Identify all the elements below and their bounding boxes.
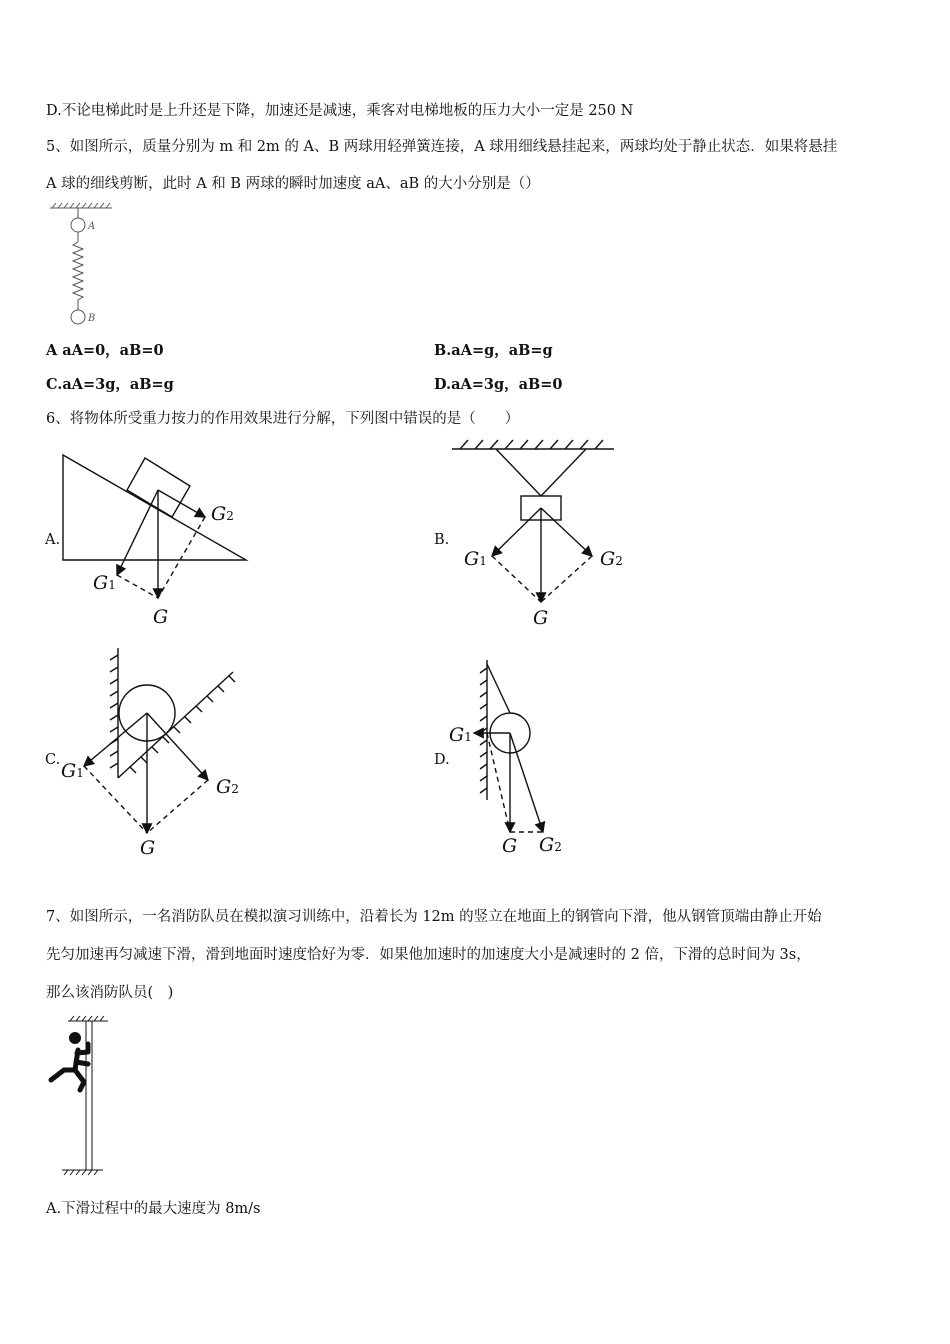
fig-b-g-label: G bbox=[533, 607, 549, 629]
q5-spring-figure bbox=[44, 202, 124, 332]
q6-label-a: A. bbox=[45, 532, 61, 548]
q6-label-d: D. bbox=[434, 752, 450, 768]
q5-stem-line2: A 球的细线剪断，此时 A 和 B 两球的瞬时加速度 aA、aB 的大小分别是（） bbox=[46, 176, 540, 192]
q7-stem-line1: 7、如图所示，一名消防队员在模拟演习训练中，沿着长为 12m 的竖立在地面上的钢管向下滑，他从钢管顶端由静止开始 bbox=[46, 909, 822, 925]
q5-option-d: D.aA=3g，aB=0 bbox=[434, 376, 563, 393]
fig-a-g1-label: G1 bbox=[93, 572, 116, 594]
ball-c bbox=[119, 685, 175, 741]
fig-a-g-label: G bbox=[153, 606, 169, 628]
fig-b-g1-label: G1 bbox=[464, 548, 487, 570]
ceiling-hatch bbox=[50, 203, 112, 208]
fig-d-g2-label: G2 bbox=[539, 834, 562, 856]
q5-option-a: A aA=0，aB=0 bbox=[46, 342, 164, 359]
dashed-2 bbox=[158, 517, 205, 598]
q5-option-c: C.aA=3g，aB=g bbox=[46, 376, 174, 393]
ball-hanging-wall-figure bbox=[474, 660, 543, 832]
firefighter-figure bbox=[51, 1016, 108, 1175]
fig-c-g1-label: G1 bbox=[61, 760, 84, 782]
q6-label-c: C. bbox=[45, 752, 61, 768]
ball-a-label: A bbox=[88, 221, 96, 232]
fig-b-g2-label: G2 bbox=[600, 548, 623, 570]
q6-stem: 6、将物体所受重力按力的作用效果进行分解，下列图中错误的是（ ） bbox=[46, 411, 520, 427]
fig-a-g2-label: G2 bbox=[211, 503, 234, 525]
ball-wall-slope-figure bbox=[84, 648, 235, 833]
g1-arrow bbox=[117, 490, 158, 575]
incline-figure bbox=[63, 455, 246, 598]
fig-d-g1-label: G1 bbox=[449, 724, 472, 746]
ball-b-label: B bbox=[88, 313, 96, 324]
ball-a bbox=[71, 218, 85, 232]
hanging-box bbox=[521, 496, 561, 520]
ball-b bbox=[71, 310, 85, 324]
q4-option-d: D.不论电梯此时是上升还是下降，加速还是减速，乘客对电梯地板的压力大小一定是 250 N bbox=[46, 103, 634, 119]
q5-stem-line1: 5、如图所示，质量分别为 m 和 2m 的 A、B 两球用轻弹簧连接，A 球用细线悬挂起来，两球均处于静止状态．如果将悬挂 bbox=[46, 139, 838, 155]
q5-option-b: B.aA=g，aB=g bbox=[434, 342, 553, 359]
incline-block bbox=[127, 458, 190, 517]
q7-option-a: A.下滑过程中的最大速度为 8m/s bbox=[46, 1201, 261, 1217]
dashed-1 bbox=[117, 575, 158, 598]
spring bbox=[73, 232, 83, 310]
q6-label-b: B. bbox=[434, 532, 450, 548]
fig-c-g-label: G bbox=[140, 837, 156, 859]
fig-d-g-label: G bbox=[502, 835, 518, 857]
ball-d bbox=[490, 713, 530, 753]
hanging-figure bbox=[452, 440, 614, 602]
fig-c-g2-label: G2 bbox=[216, 776, 239, 798]
q7-stem-line2: 先匀加速再匀减速下滑，滑到地面时速度恰好为零．如果他加速时的加速度大小是减速时的 2 倍，下滑的总时间为 3s， bbox=[46, 947, 811, 963]
g2-arrow bbox=[158, 490, 205, 517]
q7-stem-line3: 那么该消防队员( ) bbox=[46, 985, 174, 1001]
